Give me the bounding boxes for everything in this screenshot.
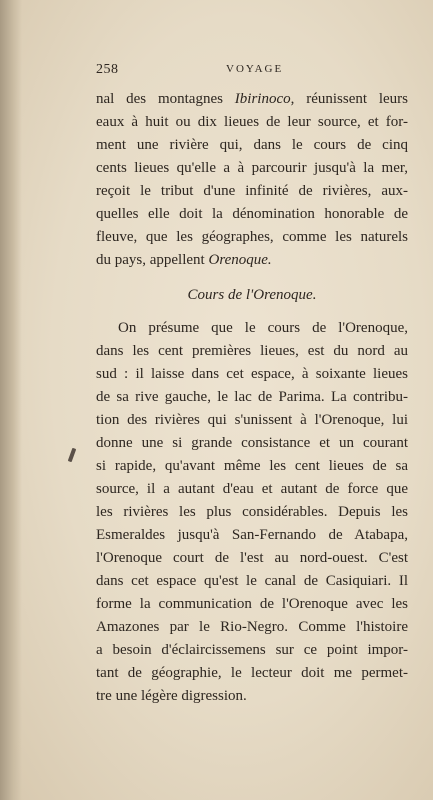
running-title: VOYAGE bbox=[226, 63, 284, 75]
text-line: ment une rivière qui, dans le cours de cinq bbox=[96, 137, 408, 153]
page-header bbox=[96, 62, 406, 82]
page-body bbox=[96, 88, 408, 708]
text-line: On présume que le cours de l'Orenoque, bbox=[118, 320, 408, 336]
margin-ink-mark bbox=[68, 448, 77, 463]
text-line: forme la communication de l'Orenoque avec les bbox=[96, 596, 408, 612]
text-line: tion des rivières qui s'unissent à l'Orenoque, lui bbox=[96, 412, 408, 428]
text-line: dans cet espace qu'est le canal de Casiquiari. Il bbox=[96, 573, 408, 589]
text-line: quelles elle doit la dénomination honorable de bbox=[96, 206, 408, 222]
text-line: reçoit le tribut d'une infinité de rivières, aux- bbox=[96, 183, 408, 199]
text-line: tre une légère digression. bbox=[96, 688, 247, 704]
text-line: eaux à huit ou dix lieues de leur source, et for- bbox=[96, 114, 408, 130]
text-line: si rapide, qu'avant même les cent lieues de sa bbox=[96, 458, 408, 474]
text-line: sud : il laisse dans cet espace, à soixante lieues bbox=[96, 366, 408, 382]
text-line: de sa rive gauche, le lac de Parima. La contribu- bbox=[96, 389, 408, 405]
paragraph-2 bbox=[96, 317, 408, 708]
text-line: source, il a autant d'eau et autant de force que bbox=[96, 481, 408, 497]
text-line: a besoin d'éclaircissemens sur ce point impor- bbox=[96, 642, 408, 658]
text-line: Esmeraldes jusqu'à San-Fernando de Atabapa, bbox=[96, 527, 408, 543]
text-line: cents lieues qu'elle a à parcourir jusqu'à la mer, bbox=[96, 160, 408, 176]
text-line: du pays, appellent Orenoque. bbox=[96, 252, 272, 268]
text-line: les rivières les plus considérables. Depuis les bbox=[96, 504, 408, 520]
page-number: 258 bbox=[96, 62, 119, 77]
text-line: nal des montagnes Ibirinoco, réunissent leurs bbox=[96, 91, 408, 107]
text-line: donne une si grande consistance et un courant bbox=[96, 435, 408, 451]
text-line: fleuve, que les géographes, comme les naturels bbox=[96, 229, 408, 245]
paragraph-1 bbox=[96, 88, 408, 272]
text-line: dans les cent premières lieues, est du nord au bbox=[96, 343, 408, 359]
text-line: tant de géographie, le lecteur doit me permet- bbox=[96, 665, 408, 681]
page-gutter-shadow bbox=[0, 0, 22, 800]
text-line: l'Orenoque court de l'est au nord-ouest. C'est bbox=[96, 550, 408, 566]
text-line: Amazones par le Rio-Negro. Comme l'histoire bbox=[96, 619, 408, 635]
section-heading: Cours de l'Orenoque. bbox=[187, 287, 317, 303]
